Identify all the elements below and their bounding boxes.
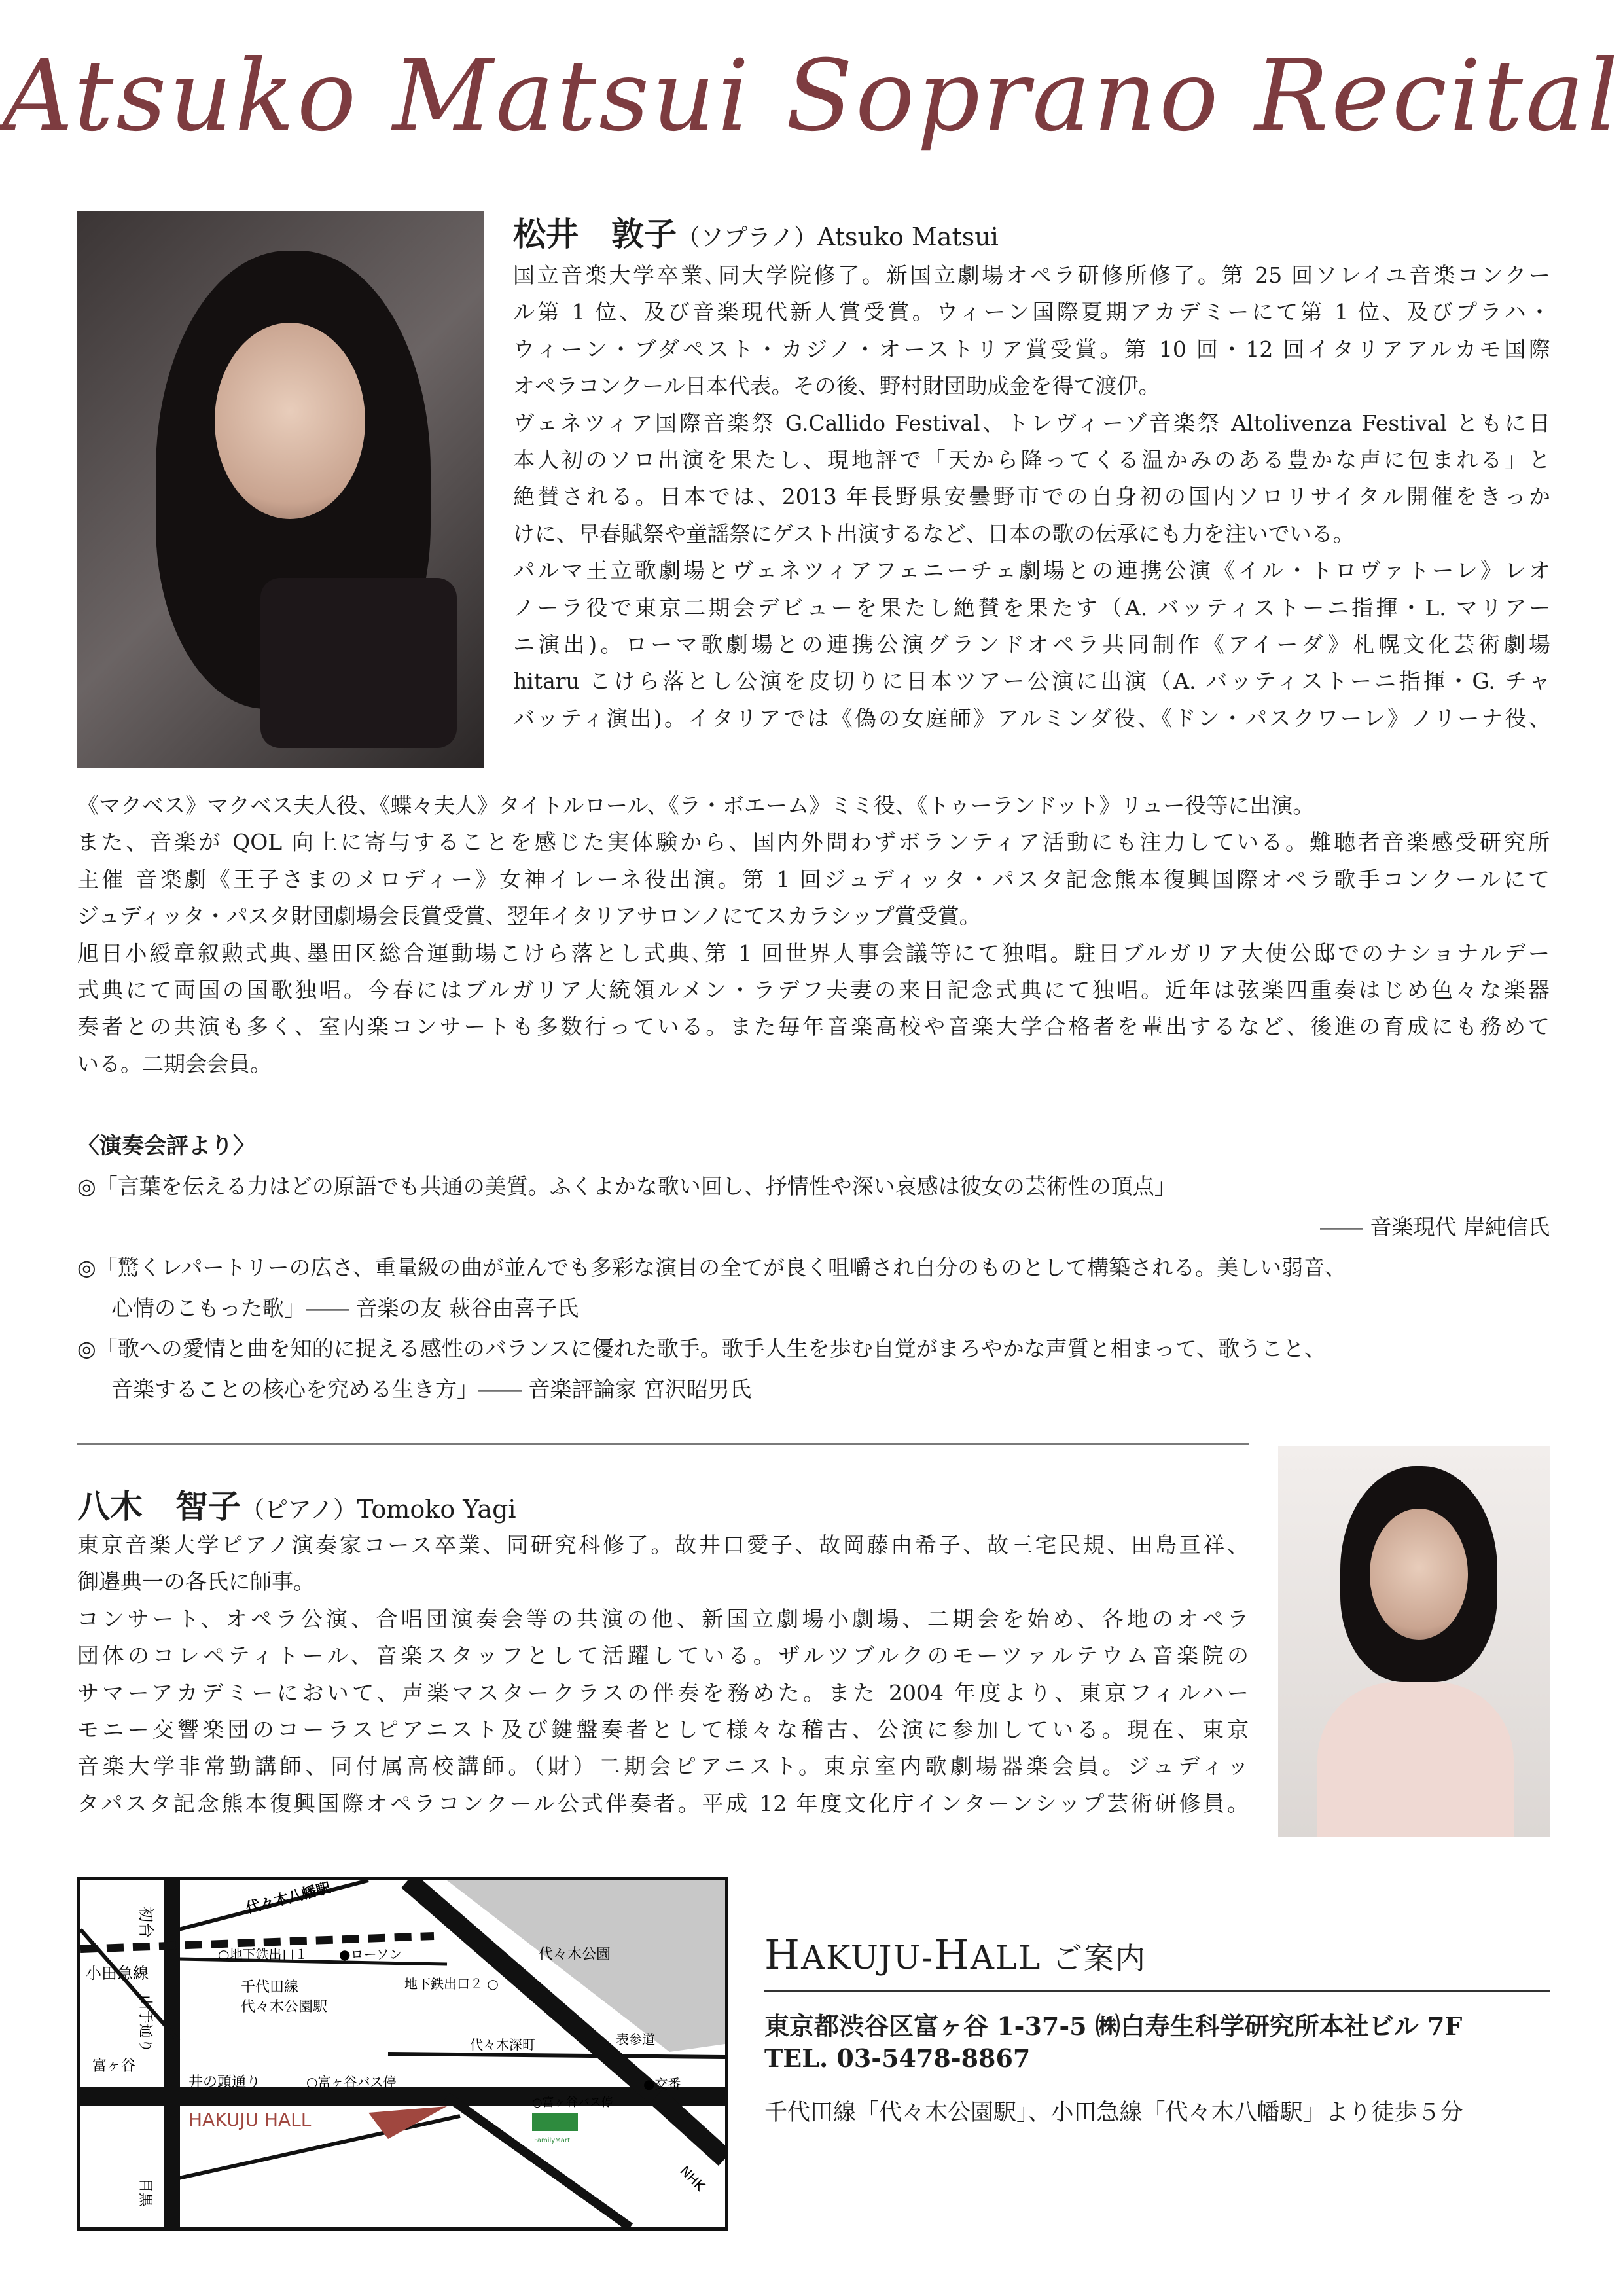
- hall-access: 千代田線「代々木公園駅」、小田急線「代々木八幡駅」より徒歩５分: [764, 2100, 1463, 2126]
- soprano-bio-line: パルマ王立歌劇場とヴェネツィアフェニーチェ劇場との連携公演《イル・トロヴァトーレ》レオ: [513, 558, 1550, 584]
- map-label-tomigaya-bus: ○富ヶ谷バス停: [306, 2074, 397, 2090]
- map-label-yamate: 山手通り: [137, 1995, 153, 2053]
- map-label-intersection: ●交番: [643, 2076, 681, 2092]
- map-label-yoyogi-fukamachi: 代々木深町: [470, 2037, 535, 2053]
- pianist-role: （ピアノ）: [241, 1497, 357, 1524]
- pianist-bio-line: コンサート、オペラ公演、合唱団演奏会等の共演の他、新国立劇場小劇場、二期会を始め、各地のオペラ: [77, 1605, 1249, 1632]
- soprano-name: [513, 208, 999, 255]
- soprano-bio-line: 奏者との共演も多く、室内楽コンサートも多数行っている。また毎年音楽高校や音楽大学合格者を輩出するなど、後進の育成にも務めて: [77, 1014, 1550, 1040]
- soprano-bio-line: 絶賛される。日本では、2013 年長野県安曇野市での自身初の国内ソロリサイタル開催をきっか: [513, 484, 1550, 510]
- soprano-bio-full: [77, 787, 1550, 1083]
- soprano-bio: [513, 257, 1550, 737]
- familymart-marker: [532, 2113, 578, 2131]
- pianist-photo: [1278, 1446, 1550, 1837]
- map-label-hatsudai: 初台: [137, 1907, 155, 1938]
- soprano-name-en: Atsuko Matsui: [817, 223, 999, 251]
- soprano-bio-line: 《マクベス》マクベス夫人役、《蝶々夫人》タイトルロール、《ラ・ボエーム》ミミ役、《トゥーランドット》リュー役等に出演。: [77, 793, 1315, 818]
- review-item-cont: 音楽することの核心を究める生き方」―― 音楽評論家 宮沢昭男氏: [111, 1376, 751, 1402]
- soprano-bio-line: ジュディッタ・パスタ財団劇場会長賞受賞、翌年イタリアサロンノにてスカラシップ賞受賞。: [77, 903, 981, 929]
- pianist-name: [77, 1480, 516, 1528]
- pianist-bio-line: 音楽大学非常勤講師、同付属高校講師。（財）二期会ピアニスト。東京室内歌劇場器楽会員。ジュディッ: [77, 1753, 1249, 1780]
- map-label-nhk: NHK: [677, 2162, 708, 2195]
- map-label-exit1: ○地下鉄出口１: [218, 1946, 308, 1962]
- soprano-bio-line: ノーラ役で東京二期会デビューを果たし絶賛を果たす（A. バッティストーニ指揮・L. マリアー: [513, 594, 1550, 620]
- map-label-meguro: 目黒: [137, 2178, 153, 2208]
- reviews-section: [77, 1126, 1550, 1410]
- map-label-exit2: 地下鉄出口２ ○: [404, 1976, 499, 1992]
- soprano-bio-line: ヴェネツィア国際音楽祭 G.Callido Festival、トレヴィーゾ音楽祭 Altolivenza Festival ともに日: [513, 410, 1550, 436]
- section-divider: [77, 1443, 1249, 1445]
- review-item: ◎「歌への愛情と曲を知的に捉える感性のバランスに優れた歌手。歌手人生を歩む自覚がまろやかな声質と相まって、歌うこと、: [77, 1336, 1327, 1361]
- soprano-bio-line: 主催 音楽劇《王子さまのメロディー》女神イレーネ役出演。第 1 回ジュディッタ・パスタ記念熊本復興国際オペラ歌手コンクールにて: [77, 866, 1550, 892]
- soprano-bio-line: バッティ演出)。イタリアでは《偽の女庭師》アルミンダ役、《ドン・パスクワーレ》ノリーナ役、: [513, 705, 1550, 731]
- pianist-bio-line: 東京音楽大学ピアノ演奏家コース卒業、同研究科修了。故井口愛子、故岡藤由希子、故三宅民規、田島亘祥、: [77, 1532, 1249, 1558]
- map-label-omotesando: 表参道: [616, 2032, 655, 2047]
- soprano-photo: [77, 211, 484, 768]
- soprano-bio-line: けに、早春賦祭や童謡祭にゲスト出演するなど、日本の歌の伝承にも力を注いでいる。: [513, 520, 1355, 547]
- soprano-role: （ソプラノ）: [677, 224, 817, 251]
- soprano-bio-line: いる。二期会会員。: [77, 1050, 272, 1077]
- review-item: ◎「言葉を伝える力はどの原語でも共通の美質。ふくよかな歌い回し、抒情性や深い哀感は彼女の芸術性の頂点」: [77, 1174, 1176, 1199]
- soprano-bio-line: ウィーン・ブダペスト・カジノ・オーストリア賞受賞。第 10 回・12 回イタリアアルカモ国際: [513, 336, 1550, 362]
- pianist-bio-line: 団体のコレペティトール、音楽スタッフとして活躍している。ザルツブルクのモーツァルテウム音楽院の: [77, 1643, 1249, 1669]
- soprano-bio-line: 本人初のソロ出演を果たし、現地評で「天から降ってくる温かみのある豊かな声に包まれる」と: [513, 447, 1550, 473]
- hall-tel: TEL. 03-5478-8867: [764, 2043, 1031, 2073]
- map-label-hakuju-hall: HAKUJU HALL: [188, 2109, 312, 2130]
- access-map: [77, 1877, 728, 2231]
- pianist-bio-line: モニー交響楽団のコーラスピアニスト及び鍵盤奏者として様々な稽古、公演に参加している。現在、東京: [77, 1717, 1249, 1743]
- soprano-name-jp: 松井 敦子: [513, 215, 677, 253]
- map-label-familymart: FamilyMart: [534, 2137, 570, 2144]
- soprano-bio-line: 国立音楽大学卒業､同大学院修了。新国立劇場オペラ研修所修了。第 25 回ソレイユ音楽コンクー: [513, 262, 1550, 288]
- map-label-tomigaya-bus2: ○富ヶ谷バス停: [532, 2096, 613, 2109]
- map-label-chiyoda-line: 千代田線: [241, 1979, 299, 1996]
- hall-title: HAKUJU-HALL ご案内: [764, 1931, 1147, 1979]
- map-label-yoyogi-hachiman: 代々木八幡駅: [244, 1880, 332, 1917]
- map-label-yoyogi-koen-station: 代々木公園駅: [241, 1999, 328, 2015]
- review-item-cont: 心情のこもった歌」―― 音楽の友 萩谷由喜子氏: [111, 1295, 579, 1321]
- map-label-yoyogi-park: 代々木公園: [539, 1946, 611, 1963]
- soprano-bio-line: hitaru こけら落とし公演を皮切りに日本ツアー公演に出演（A. バッティストーニ指揮・G. チャ: [513, 668, 1550, 694]
- hall-address: 東京都渋谷区富ヶ谷 1-37-5 ㈱白寿生科学研究所本社ビル 7F: [764, 2011, 1463, 2041]
- map-label-odakyu: 小田急線: [86, 1964, 149, 1982]
- pianist-name-en: Tomoko Yagi: [357, 1495, 516, 1524]
- soprano-bio-line: ニ演出)。ローマ歌劇場との連携公演グランドオペラ共同制作《アイーダ》札幌文化芸術劇場: [513, 632, 1550, 658]
- review-item: ◎「驚くレパートリーの広さ、重量級の曲が並んでも多彩な演目の全てが良く咀嚼され自分のものとして構築される。美しい弱音、: [77, 1255, 1347, 1280]
- page-title: Atsuko Matsui Soprano Recital: [2, 39, 1621, 153]
- soprano-bio-line: オペラコンクール日本代表。その後、野村財団助成金を得て渡伊。: [513, 373, 1160, 399]
- reviews-heading: 〈演奏会評より〉: [77, 1133, 255, 1159]
- map-label-tomigaya: 富ヶ谷: [92, 2058, 136, 2074]
- pianist-bio-line: 御邉典一の各氏に師事。: [77, 1569, 315, 1595]
- pianist-name-jp: 八木 智子: [77, 1487, 241, 1526]
- soprano-bio-line: 式典にて両国の国歌独唱。今春にはブルガリア大統領ルメン・ラデフ夫妻の来日記念式典にて独唱。近年は弦楽四重奏はじめ色々な楽器: [77, 977, 1550, 1003]
- soprano-bio-line: また、音楽が QOL 向上に寄与することを感じた実体験から、国内外問わずボランティア活動にも注力している。難聴者音楽感受研究所: [77, 829, 1550, 855]
- soprano-bio-line: 旭日小綬章叙勲式典､墨田区総合運動場こけら落とし式典､第 1 回世界人事会議等にて独唱。駐日ブルガリア大使公邸でのナショナルデー: [77, 940, 1550, 966]
- map-label-lawson: ●ローソン: [339, 1946, 402, 1962]
- hall-rule: [764, 1990, 1550, 1992]
- soprano-bio-line: ル第 1 位、及び音楽現代新人賞受賞。ウィーン国際夏期アカデミーにて第 1 位、及びプラハ・: [513, 299, 1550, 325]
- review-source: ―― 音楽現代 岸純信氏: [1320, 1214, 1550, 1240]
- map-label-inokashira: 井の頭通り: [188, 2074, 261, 2090]
- pianist-bio-line: タパスタ記念熊本復興国際オペラコンクール公式伴奏者。平成 12 年度文化庁インターンシップ芸術研修員。: [77, 1790, 1249, 1816]
- pianist-bio: [77, 1527, 1249, 1822]
- pianist-bio-line: サマーアカデミーにおいて、声楽マスタークラスの伴奏を務めた。また 2004 年度より、東京フィルハー: [77, 1679, 1249, 1706]
